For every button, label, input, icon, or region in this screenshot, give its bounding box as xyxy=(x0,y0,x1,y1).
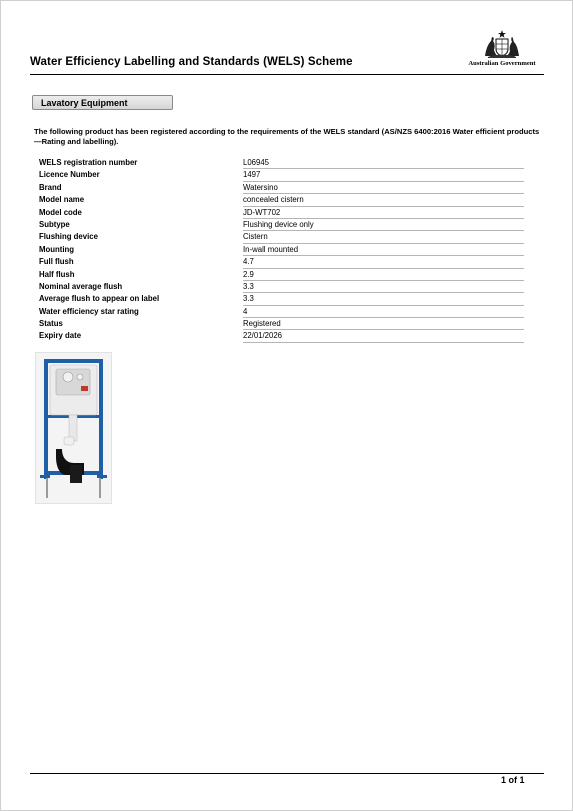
detail-underline xyxy=(243,292,524,293)
header-divider xyxy=(30,74,544,75)
detail-value: 22/01/2026 xyxy=(243,331,283,341)
document-title: Water Efficiency Labelling and Standards (WELS) Scheme xyxy=(30,56,353,68)
detail-value: JD-WT702 xyxy=(243,207,281,217)
page-number: 1 of 1 xyxy=(501,775,525,785)
detail-underline xyxy=(243,342,524,343)
detail-value: 2.9 xyxy=(243,269,254,279)
detail-underline xyxy=(243,230,524,231)
product-image xyxy=(35,352,112,504)
detail-underline xyxy=(243,329,524,330)
detail-underline xyxy=(243,218,524,219)
detail-underline xyxy=(243,168,524,169)
detail-value: In-wall mounted xyxy=(243,244,299,254)
footer-divider xyxy=(30,773,544,774)
intro-text: The following product has been registered according to the requirements of the WELS standard (AS/NZS 6400:2016 Water efficient products—Rating and labelling). xyxy=(34,127,540,146)
detail-value: 4 xyxy=(243,306,248,316)
detail-label: Mounting xyxy=(39,244,75,254)
detail-underline xyxy=(243,268,524,269)
detail-underline xyxy=(243,181,524,182)
detail-value: Watersino xyxy=(243,182,278,192)
detail-label: Licence Number xyxy=(39,170,100,180)
detail-value: Registered xyxy=(243,319,281,329)
detail-label: Subtype xyxy=(39,219,70,229)
coat-of-arms-icon xyxy=(482,29,522,59)
concealed-cistern-image xyxy=(36,353,111,503)
detail-value: Flushing device only xyxy=(243,219,314,229)
detail-underline xyxy=(243,255,524,256)
detail-value: 3.3 xyxy=(243,294,254,304)
detail-value: 3.3 xyxy=(243,281,254,291)
detail-label: Expiry date xyxy=(39,331,82,341)
detail-value: L06945 xyxy=(243,158,270,167)
detail-label: Average flush to appear on label xyxy=(39,294,160,304)
detail-underline xyxy=(243,243,524,244)
detail-label: Nominal average flush xyxy=(39,281,123,291)
detail-label: WELS registration number xyxy=(39,158,138,167)
detail-value: 1497 xyxy=(243,170,261,180)
government-label: Australian Government xyxy=(468,60,536,67)
detail-underline xyxy=(243,193,524,194)
detail-value: Cistern xyxy=(243,232,268,242)
detail-value: concealed cistern xyxy=(243,195,304,205)
category-label: Lavatory Equipment xyxy=(32,95,173,110)
detail-label: Status xyxy=(39,319,63,329)
detail-underline xyxy=(243,280,524,281)
detail-label: Full flush xyxy=(39,257,74,267)
detail-label: Model code xyxy=(39,207,82,217)
detail-value: 4.7 xyxy=(243,257,254,267)
australian-government-logo xyxy=(464,29,540,73)
detail-underline xyxy=(243,206,524,207)
detail-label: Half flush xyxy=(39,269,75,279)
detail-label: Water efficiency star rating xyxy=(39,306,139,316)
detail-label: Flushing device xyxy=(39,232,98,242)
detail-label: Brand xyxy=(39,182,62,192)
detail-label: Model name xyxy=(39,195,85,205)
detail-underline xyxy=(243,305,524,306)
detail-underline xyxy=(243,317,524,318)
